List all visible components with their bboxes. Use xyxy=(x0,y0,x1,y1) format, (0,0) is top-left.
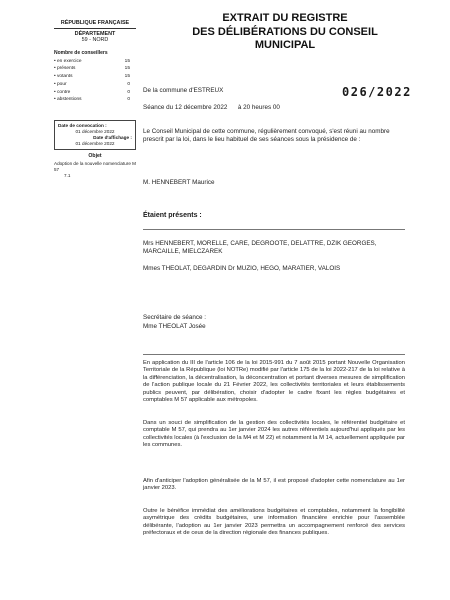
objet-text: Adoption de la nouvelle nomenclature M 57 xyxy=(54,161,136,173)
convocation-date: 01 décembre 2022 xyxy=(75,129,115,135)
objet-label: Objet xyxy=(88,153,102,160)
department-value: 59 - NORD xyxy=(81,37,109,43)
paragraph-2: Dans un souci de simplification de la gestion des collectivités locales, le référentiel budgétaire et comptable M 57, qui prendra au 1er janvier 2024 les autres référentiels aujourd'hui appliqués par les collectivités locales (à l'exclusion de la M4 et M 22) et notamment la M 14, actuellement appliquée par les communes. xyxy=(143,420,405,449)
left-column xyxy=(54,20,136,178)
dates-box xyxy=(54,120,136,150)
presents-divider xyxy=(143,229,405,230)
presents-label: Étaient présents : xyxy=(143,212,202,219)
affichage-label: Date d'affichage : xyxy=(93,135,132,141)
presents-women: Mmes THEOLAT, DEGARDIN Dr MUZIO, HEGO, MARATIER, VALOIS xyxy=(143,265,341,272)
body-divider xyxy=(143,354,405,355)
count-row: • en exercice 15 xyxy=(54,58,136,66)
paragraph-3: Afin d'anticiper l'adoption généralisée de la M 57, il est proposé d'adopter cette nomenclature au 1er janvier 2023. xyxy=(143,478,405,492)
presents-men: Mrs HENNEBERT, MORELLE, CARE, DEGROOTE, DELATTRE, DZIK GEORGES, MARCAILLE, MIELCZAREK xyxy=(143,240,377,256)
title-line-1: EXTRAIT DU REGISTRE xyxy=(222,12,348,24)
seance-line: Séance du 12 décembre 2022 à 20 heures 00 xyxy=(143,104,280,111)
president-name: M. HENNEBERT Maurice xyxy=(143,179,215,186)
count-row: • présents 15 xyxy=(54,65,136,73)
paragraph-4: Outre le bénéfice immédiat des améliorations budgétaires et comptables, notamment la fongibilité asymétrique des crédits budgétaires, une information financière enrichie pour l'assemblée délibérante, l'adoption au 1er janvier 2023 permettra un accompagnement renforcé des services préfectoraux et de ceux de la direction régionale des finances publiques. xyxy=(143,508,405,537)
document-title xyxy=(150,12,420,53)
title-line-2: DES DÉLIBÉRATIONS DU CONSEIL xyxy=(192,25,378,38)
secretaire-label: Secrétaire de séance : xyxy=(143,314,207,321)
deliberation-number: 026/2022 xyxy=(342,85,412,99)
convocation-label: Date de convocation : xyxy=(58,123,107,129)
counts-title: Nombre de conseillers xyxy=(54,49,108,56)
counts-list xyxy=(54,58,136,105)
count-row: • abstentions 0 xyxy=(54,96,136,104)
department-label: DÉPARTEMENT xyxy=(74,30,116,37)
count-row: • contre 0 xyxy=(54,89,136,97)
title-line-3: MUNICIPAL xyxy=(254,39,316,51)
count-row: • pour 0 xyxy=(54,81,136,89)
commune-line: De la commune d'ESTREUX xyxy=(143,87,224,94)
objet-code: 7.1 xyxy=(64,173,71,179)
affichage-date: 01 décembre 2022 xyxy=(75,141,115,147)
count-row: • votants 15 xyxy=(54,73,136,81)
republic-label: RÉPUBLIQUE FRANÇAISE xyxy=(54,20,136,29)
intro-text: Le Conseil Municipal de cette commune, régulièrement convoqué, s'est réuni au nombre prescrit par la loi, dans le lieu habituel de ses séances sous la présidence de : xyxy=(143,128,390,144)
secretaire-name: Mme THEOLAT Josée xyxy=(143,323,206,330)
paragraph-1: En application du III de l'article 106 de la loi 2015-991 du 7 août 2015 portant Nouvelle Organisation Territoriale de la République (loi NOTRe) modifié par l'article 175 de la loi 2022-217 de la loi relative à la différenciation, la décentralisation, la déconcentration et portant diverses mesures de simplification de l'action publique locale du 21 Février 2022, les collectivités territoriales et leurs établissements publics peuvent, par délibération, choisir d'adopter le cadre fixant les règles budgétaires et comptables M 57 applicable aux métropoles. xyxy=(143,360,405,404)
